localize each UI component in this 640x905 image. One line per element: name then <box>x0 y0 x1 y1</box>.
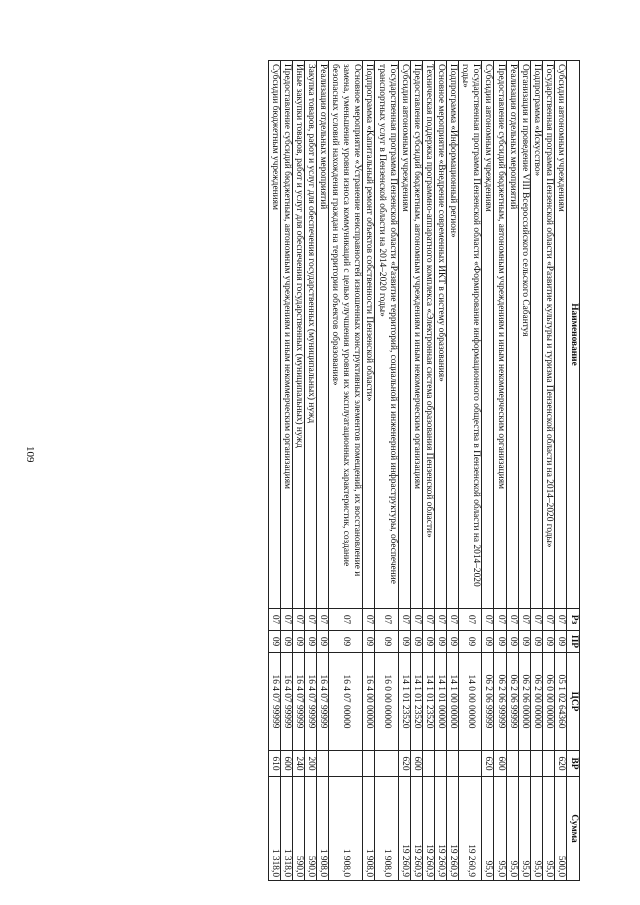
cell-name: Предоставление субсидий бюджетным, автономным учреждениям и иным некоммерческим организациям <box>280 61 292 609</box>
cell-pr: 09 <box>506 631 518 653</box>
cell-sum: 19 260,9 <box>459 777 482 881</box>
cell-sum: 95,0 <box>530 777 542 881</box>
table-row <box>482 61 494 881</box>
cell-pr: 09 <box>554 631 566 653</box>
cell-csr: 06 2 06 99999 <box>494 653 506 751</box>
cell-rz: 07 <box>459 609 482 631</box>
cell-rz: 07 <box>530 609 542 631</box>
cell-sum: 1 908,0 <box>375 777 398 881</box>
cell-csr: 16 4 07 00000 <box>329 653 363 751</box>
cell-rz: 07 <box>434 609 446 631</box>
cell-vr <box>434 751 446 777</box>
table-row <box>518 61 530 881</box>
cell-pr: 09 <box>398 631 410 653</box>
cell-sum: 1 908,0 <box>363 777 375 881</box>
cell-sum: 19 260,9 <box>447 777 459 881</box>
header-name: Наименование <box>567 61 580 609</box>
table-row <box>554 61 566 881</box>
cell-csr: 14 1 00 00000 <box>447 653 459 751</box>
table-row <box>530 61 542 881</box>
cell-vr <box>422 751 434 777</box>
table-row <box>268 61 280 881</box>
cell-name: Государственная программа Пензенской области «Формирование информационного общества в Пензенской области на 2014–2020 годы» <box>459 61 482 609</box>
cell-vr <box>530 751 542 777</box>
cell-csr: 16 0 00 00000 <box>375 653 398 751</box>
cell-sum: 590,0 <box>292 777 304 881</box>
cell-csr: 16 4 00 00000 <box>363 653 375 751</box>
cell-csr: 16 4 07 99999 <box>304 653 316 751</box>
cell-vr <box>329 751 363 777</box>
cell-name: Государственная программа Пензенской области «Развитие территорий, социальной и инженерной инфраструктуры, обеспечение транспортных услуг в Пензенской области на 2014–2020 годы» <box>375 61 398 609</box>
header-sum: Сумма <box>567 777 580 881</box>
cell-name: Государственная программа Пензенской области «Развитие культуры и туризма Пензенской области на 2014–2020 годы» <box>542 61 554 609</box>
table-row <box>363 61 375 881</box>
table-row <box>317 61 329 881</box>
cell-vr <box>518 751 530 777</box>
cell-sum: 590,0 <box>304 777 316 881</box>
cell-name: Субсидии автономным учреждениям <box>554 61 566 609</box>
cell-sum: 1 318,0 <box>280 777 292 881</box>
cell-vr <box>447 751 459 777</box>
cell-name: Основное мероприятие «Внедрение современных ИКТ в систему образования» <box>434 61 446 609</box>
cell-rz: 07 <box>375 609 398 631</box>
cell-rz: 07 <box>542 609 554 631</box>
cell-vr: 600 <box>280 751 292 777</box>
cell-vr: 200 <box>304 751 316 777</box>
cell-csr: 14 1 01 00000 <box>434 653 446 751</box>
cell-name: Субсидии бюджетным учреждениям <box>268 61 280 609</box>
table-row <box>506 61 518 881</box>
cell-rz: 07 <box>292 609 304 631</box>
cell-pr: 09 <box>410 631 422 653</box>
cell-vr: 240 <box>292 751 304 777</box>
cell-vr: 620 <box>482 751 494 777</box>
table-row <box>280 61 292 881</box>
cell-vr <box>459 751 482 777</box>
cell-name: Субсидии автономным учреждениям <box>398 61 410 609</box>
header-pr: ПР <box>567 631 580 653</box>
cell-name: Предоставление субсидий бюджетным, автономным учреждениям и иным некоммерческим организациям <box>494 61 506 609</box>
cell-csr: 16 4 07 99999 <box>280 653 292 751</box>
cell-sum: 95,0 <box>482 777 494 881</box>
cell-pr: 09 <box>292 631 304 653</box>
cell-sum: 95,0 <box>506 777 518 881</box>
cell-pr: 09 <box>434 631 446 653</box>
cell-rz: 07 <box>494 609 506 631</box>
cell-pr: 09 <box>530 631 542 653</box>
cell-sum: 19 260,9 <box>422 777 434 881</box>
cell-vr <box>363 751 375 777</box>
cell-pr: 09 <box>280 631 292 653</box>
table-body <box>268 61 566 881</box>
cell-pr: 09 <box>459 631 482 653</box>
cell-name: Техническая поддержка программно-аппаратного комплекса «Электронная система образования Пензенской области» <box>422 61 434 609</box>
cell-sum: 95,0 <box>542 777 554 881</box>
cell-sum: 1 908,0 <box>317 777 329 881</box>
cell-sum: 95,0 <box>494 777 506 881</box>
table-header-row <box>567 61 580 881</box>
cell-rz: 07 <box>554 609 566 631</box>
cell-pr: 09 <box>447 631 459 653</box>
cell-vr: 620 <box>398 751 410 777</box>
cell-rz: 07 <box>447 609 459 631</box>
cell-pr: 09 <box>482 631 494 653</box>
cell-csr: 16 4 07 99999 <box>268 653 280 751</box>
cell-vr: 600 <box>494 751 506 777</box>
cell-csr: 14 1 01 23520 <box>422 653 434 751</box>
cell-name: Подпрограмма «Капитальный ремонт объектов собственности Пензенской области» <box>363 61 375 609</box>
cell-rz: 07 <box>317 609 329 631</box>
header-rz: Рз <box>567 609 580 631</box>
cell-csr: 06 2 06 99999 <box>506 653 518 751</box>
cell-sum: 19 260,9 <box>434 777 446 881</box>
cell-csr: 06 0 00 00000 <box>542 653 554 751</box>
cell-pr: 09 <box>268 631 280 653</box>
cell-rz: 07 <box>506 609 518 631</box>
table-row <box>410 61 422 881</box>
cell-name: Организация и проведение VIII Всероссийского сельского Сабантуя <box>518 61 530 609</box>
cell-csr: 14 1 01 23520 <box>410 653 422 751</box>
budget-table <box>268 60 580 881</box>
table-row <box>542 61 554 881</box>
cell-csr: 06 2 00 00000 <box>530 653 542 751</box>
table-row <box>329 61 363 881</box>
cell-vr: 600 <box>410 751 422 777</box>
header-csr: ЦСР <box>567 653 580 751</box>
header-vr: ВР <box>567 751 580 777</box>
cell-sum: 1 318,0 <box>268 777 280 881</box>
table-row <box>398 61 410 881</box>
cell-csr: 16 4 07 99999 <box>292 653 304 751</box>
cell-pr: 09 <box>494 631 506 653</box>
cell-rz: 07 <box>410 609 422 631</box>
cell-sum: 19 260,9 <box>410 777 422 881</box>
cell-csr: 06 2 06 99999 <box>482 653 494 751</box>
cell-name: Реализация отдельных мероприятий <box>317 61 329 609</box>
table-row <box>292 61 304 881</box>
table-row <box>447 61 459 881</box>
page-number: 109 <box>24 446 36 463</box>
cell-csr: 14 0 00 00000 <box>459 653 482 751</box>
cell-vr <box>375 751 398 777</box>
cell-vr: 620 <box>554 751 566 777</box>
cell-pr: 09 <box>375 631 398 653</box>
cell-rz: 07 <box>422 609 434 631</box>
cell-pr: 09 <box>542 631 554 653</box>
table-row <box>434 61 446 881</box>
cell-pr: 09 <box>518 631 530 653</box>
cell-rz: 07 <box>329 609 363 631</box>
cell-vr: 610 <box>268 751 280 777</box>
cell-name: Реализация отдельных мероприятий <box>506 61 518 609</box>
cell-name: Подпрограмма «Информационный регион» <box>447 61 459 609</box>
cell-sum: 500,0 <box>554 777 566 881</box>
table-row <box>422 61 434 881</box>
cell-pr: 09 <box>317 631 329 653</box>
cell-vr <box>506 751 518 777</box>
cell-pr: 09 <box>329 631 363 653</box>
cell-rz: 07 <box>398 609 410 631</box>
cell-csr: 16 4 07 99999 <box>317 653 329 751</box>
cell-rz: 07 <box>363 609 375 631</box>
table-row <box>304 61 316 881</box>
cell-name: Предоставление субсидий бюджетным, автономным учреждениям и иным некоммерческим организациям <box>410 61 422 609</box>
cell-rz: 07 <box>268 609 280 631</box>
cell-rz: 07 <box>482 609 494 631</box>
cell-name: Субсидии автономным учреждениям <box>482 61 494 609</box>
cell-csr: 05 1 02 64360 <box>554 653 566 751</box>
cell-name: Основное мероприятие «Устранение неисправностей изношенных конструктивных элементов помещений, их восстановление и замена, уменьшение уровня износа коммуникаций с целью улучшения уровня их эксплуатационных характеристик, создание безопасных условий нахождения граждан на территории объектов образования» <box>329 61 363 609</box>
cell-name: Подпрограмма «Искусство» <box>530 61 542 609</box>
cell-vr <box>542 751 554 777</box>
table-row <box>375 61 398 881</box>
cell-rz: 07 <box>304 609 316 631</box>
table-row <box>494 61 506 881</box>
cell-vr <box>317 751 329 777</box>
cell-name: Иные закупки товаров, работ и услуг для обеспечения государственных (муниципальных) нужд <box>292 61 304 609</box>
budget-table-container <box>75 60 580 880</box>
cell-sum: 95,0 <box>518 777 530 881</box>
cell-sum: 1 908,0 <box>329 777 363 881</box>
cell-name: Закупка товаров, работ и услуг для обеспечения государственных (муниципальных) нужд <box>304 61 316 609</box>
cell-pr: 09 <box>422 631 434 653</box>
table-row <box>459 61 482 881</box>
cell-sum: 19 260,9 <box>398 777 410 881</box>
cell-pr: 09 <box>363 631 375 653</box>
cell-pr: 09 <box>304 631 316 653</box>
cell-csr: 14 1 01 23520 <box>398 653 410 751</box>
cell-rz: 07 <box>280 609 292 631</box>
cell-rz: 07 <box>518 609 530 631</box>
cell-csr: 06 2 06 00000 <box>518 653 530 751</box>
